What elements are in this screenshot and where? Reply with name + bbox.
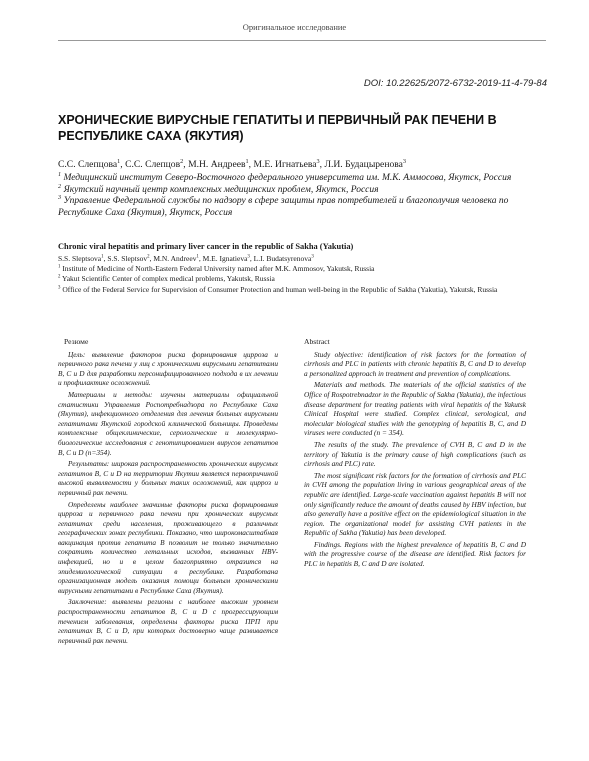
author-name: S.S. Sleptsova <box>58 254 102 263</box>
abstract-paragraph: Цель: выявление факторов риска формирования цирроза и первичного рака печени у лиц с хроническими вирусными гепатитами B, C и D для разработки персонифицированного подхода в их лечении и профилактике осложнений. <box>58 349 278 388</box>
affiliation-line <box>58 196 518 219</box>
authors-ru: С.С. Слепцова$^1$, С.С. Слепцов$^2$, М.Н. Андреев$^1$, М.Е. Игнатьева$^3$, Л.И. Будацыренова$^3$ <box>58 157 407 170</box>
abstract-en-body <box>304 350 526 569</box>
article-title-en: Chronic viral hepatitis and primary liver cancer in the republic of Sakha (Yakutia) <box>58 242 354 251</box>
author-affiliation-mark: 1 <box>101 254 104 260</box>
author-name: М.Е. Игнатьева <box>253 159 317 170</box>
header-divider <box>58 40 546 41</box>
author-affiliation-mark: 3 <box>316 157 320 165</box>
affiliation-text: Institute of Medicine of North-Eastern Federal University named after M.K. Ammosov, Yakutsk, Russia <box>60 264 375 274</box>
affiliation-text: Yakut Scientific Center of complex medical problems, Yakutsk, Russia <box>60 274 275 284</box>
abstract-en-column <box>304 337 526 571</box>
affiliation-line <box>58 285 528 295</box>
abstract-paragraph: Study objective: identification of risk factors for the formation of cirrhosis and PLC in patients with chronic hepatitis B, C and D to develop a personalized approach in treatment and prevention of complications. <box>304 349 526 378</box>
abstract-paragraph: Заключение: выявлены регионы с наиболее высоким уровнем распространенности гепатитов B, C и D с прогрессирующим течением заболевания, определены факторы риска ПРП при гепатитах B, C и D, при которых достоверно чаще развивается первичный рак печени. <box>58 597 278 645</box>
affiliation-mark: 3 <box>58 195 62 202</box>
author-affiliation-mark: 3 <box>402 157 407 165</box>
author-name: С.С. Слепцов <box>125 159 181 170</box>
affiliation-line <box>58 185 518 197</box>
author-affiliation-mark: 2 <box>147 254 150 260</box>
author-name: С.С. Слепцова <box>58 159 118 170</box>
abstract-en-heading: Abstract <box>304 337 330 346</box>
abstract-paragraph: Материалы и методы: изучены материалы официальной статистики Управления Роспотребнадзора по Республике Саха (Якутия), инфекционного отделения для лечения больных вирусными гепатитами Якутской городской клинической больницы. Проведены комплексные общеклинические, серологические и молекулярно-биологические исследования с генотипированием вирусов гепатитов B, C и D (n=354). <box>58 389 278 457</box>
author-name: L.I. Budatsyrenova <box>253 254 312 263</box>
affiliation-mark: 1 <box>58 264 61 270</box>
author-affiliation-mark: 3 <box>311 254 314 260</box>
en-authors-block <box>58 254 528 295</box>
journal-section-header: Оригинальное исследование <box>242 22 347 32</box>
abstract-paragraph: Findings. Regions with the highest prevalence of hepatitis B, C and D with the progressive course of the disease are identified. Risk factors for PLC in hepatitis B, C and D are isolated. <box>304 539 526 569</box>
author-affiliation-mark: 3 <box>247 254 250 260</box>
abstract-paragraph: Materials and methods. The materials of the official statistics of the Office of Rospotrebnadzor in the Republic of Sakha (Yakutia), the infectious disease department for treating patients with viral hepatitis of the Yakutsk Clinical Hospital were studied. Complex clinical, serological, and molecular biological studies with the genotyping of hepatitis B, C, and D viruses were conducted (n = 354). <box>304 380 526 438</box>
article-title: ХРОНИЧЕСКИЕ ВИРУСНЫЕ ГЕПАТИТЫ И ПЕРВИЧНЫЙ РАК ПЕЧЕНИ В РЕСПУБЛИКЕ САХА (ЯКУТИЯ) <box>58 113 497 143</box>
authors-en: S.S. Sleptsova$^1$, S.S. Sleptsov$^2$, M.N. Andreev$^1$, M.E. Ignatieva$^3$, L.I. Budatsyrenova$^3$ <box>58 254 314 263</box>
affiliation-text: Якутский научный центр комплексных медицинских проблем, Якутск, Россия <box>61 184 379 195</box>
abstract-paragraph: Результаты: широкая распространенность хронических вирусных гепатитов B, C и D на территории Якутии является первопричиной высокой выявляемости у больных таких осложнений, как цирроз и первичный рак печени. <box>58 459 278 497</box>
doi-label[interactable]: DOI: 10.22625/2072-6732-2019-11-4-79-84 <box>363 78 547 89</box>
affiliation-mark: 2 <box>58 274 61 280</box>
abstract-paragraph: The most significant risk factors for the formation of cirrhosis and PLC in CVH among the population living in various geographical areas of the republic are identified. Large-scale vaccination against hepatitis B will not only significantly reduce the amount of deaths caused by HBV infection, but also generally have a positive effect on the epidemiological situation in the region. The organizational model for assisting CVH patients in the Republic of Sakha (Yakutia) has been developed. <box>304 470 526 538</box>
affiliation-line <box>58 264 528 274</box>
author-name: Л.И. Будацыренова <box>324 159 403 170</box>
affiliation-text: Медицинский институт Северо-Восточного федерального университета им. М.К. Аммосова, Якутск, Россия <box>61 173 512 183</box>
affiliations-ru <box>58 173 518 219</box>
abstract-paragraph: Определены наиболее значимые факторы риска формирования цирроза и первичного рака печени при хронических вирусных гепатитах среди населения, проживающего в различных географических зонах республики. Показано, что широкомасштабная вакцинация против гепатита B позволит не только значительно сократить количество летальных исходов, вызванных HBV-инфекцией, но и в целом благоприятно отразится на эпидемиологической ситуации в республике. Разработана организационная модель оказания помощи больным хроническими вирусными гепатитами в Республике Саха (Якутия). <box>58 499 278 595</box>
affiliation-line <box>58 274 528 284</box>
abstract-ru-body <box>58 350 278 646</box>
author-affiliation-mark: 1 <box>117 157 121 165</box>
affiliation-mark: 1 <box>58 171 62 178</box>
abstract-ru-heading: Резюме <box>64 337 89 346</box>
affiliation-text: Office of the Federal Service for Supervision of Consumer Protection and human well-being in the Republic of Sakha (Yakutia), Yakutsk, Russia <box>60 284 498 294</box>
abstract-paragraph: The results of the study. The prevalence of CVH B, C and D in the territory of Yakutia is the primary cause of high complications (such as cirrhosis and PLC) rate. <box>304 439 526 469</box>
affiliations-en <box>58 264 528 295</box>
author-name: S.S. Sleptsov <box>107 254 148 263</box>
affiliation-mark: 2 <box>58 183 62 190</box>
affiliation-line <box>58 173 518 185</box>
author-name: М.Н. Андреев <box>188 159 246 170</box>
affiliation-mark: 3 <box>58 285 61 291</box>
abstract-ru-column <box>58 337 278 647</box>
author-affiliation-mark: 2 <box>180 157 184 165</box>
author-name: M.N. Andreev <box>153 254 197 263</box>
affiliation-text: Управление Федеральной службы по надзору в сфере защиты прав потребителей и благополучия человека по Республике Саха (Якутия), Якутск, Россия <box>58 196 509 218</box>
author-affiliation-mark: 1 <box>245 157 249 165</box>
author-affiliation-mark: 1 <box>196 254 199 260</box>
author-name: M.E. Ignatieva <box>202 254 248 263</box>
